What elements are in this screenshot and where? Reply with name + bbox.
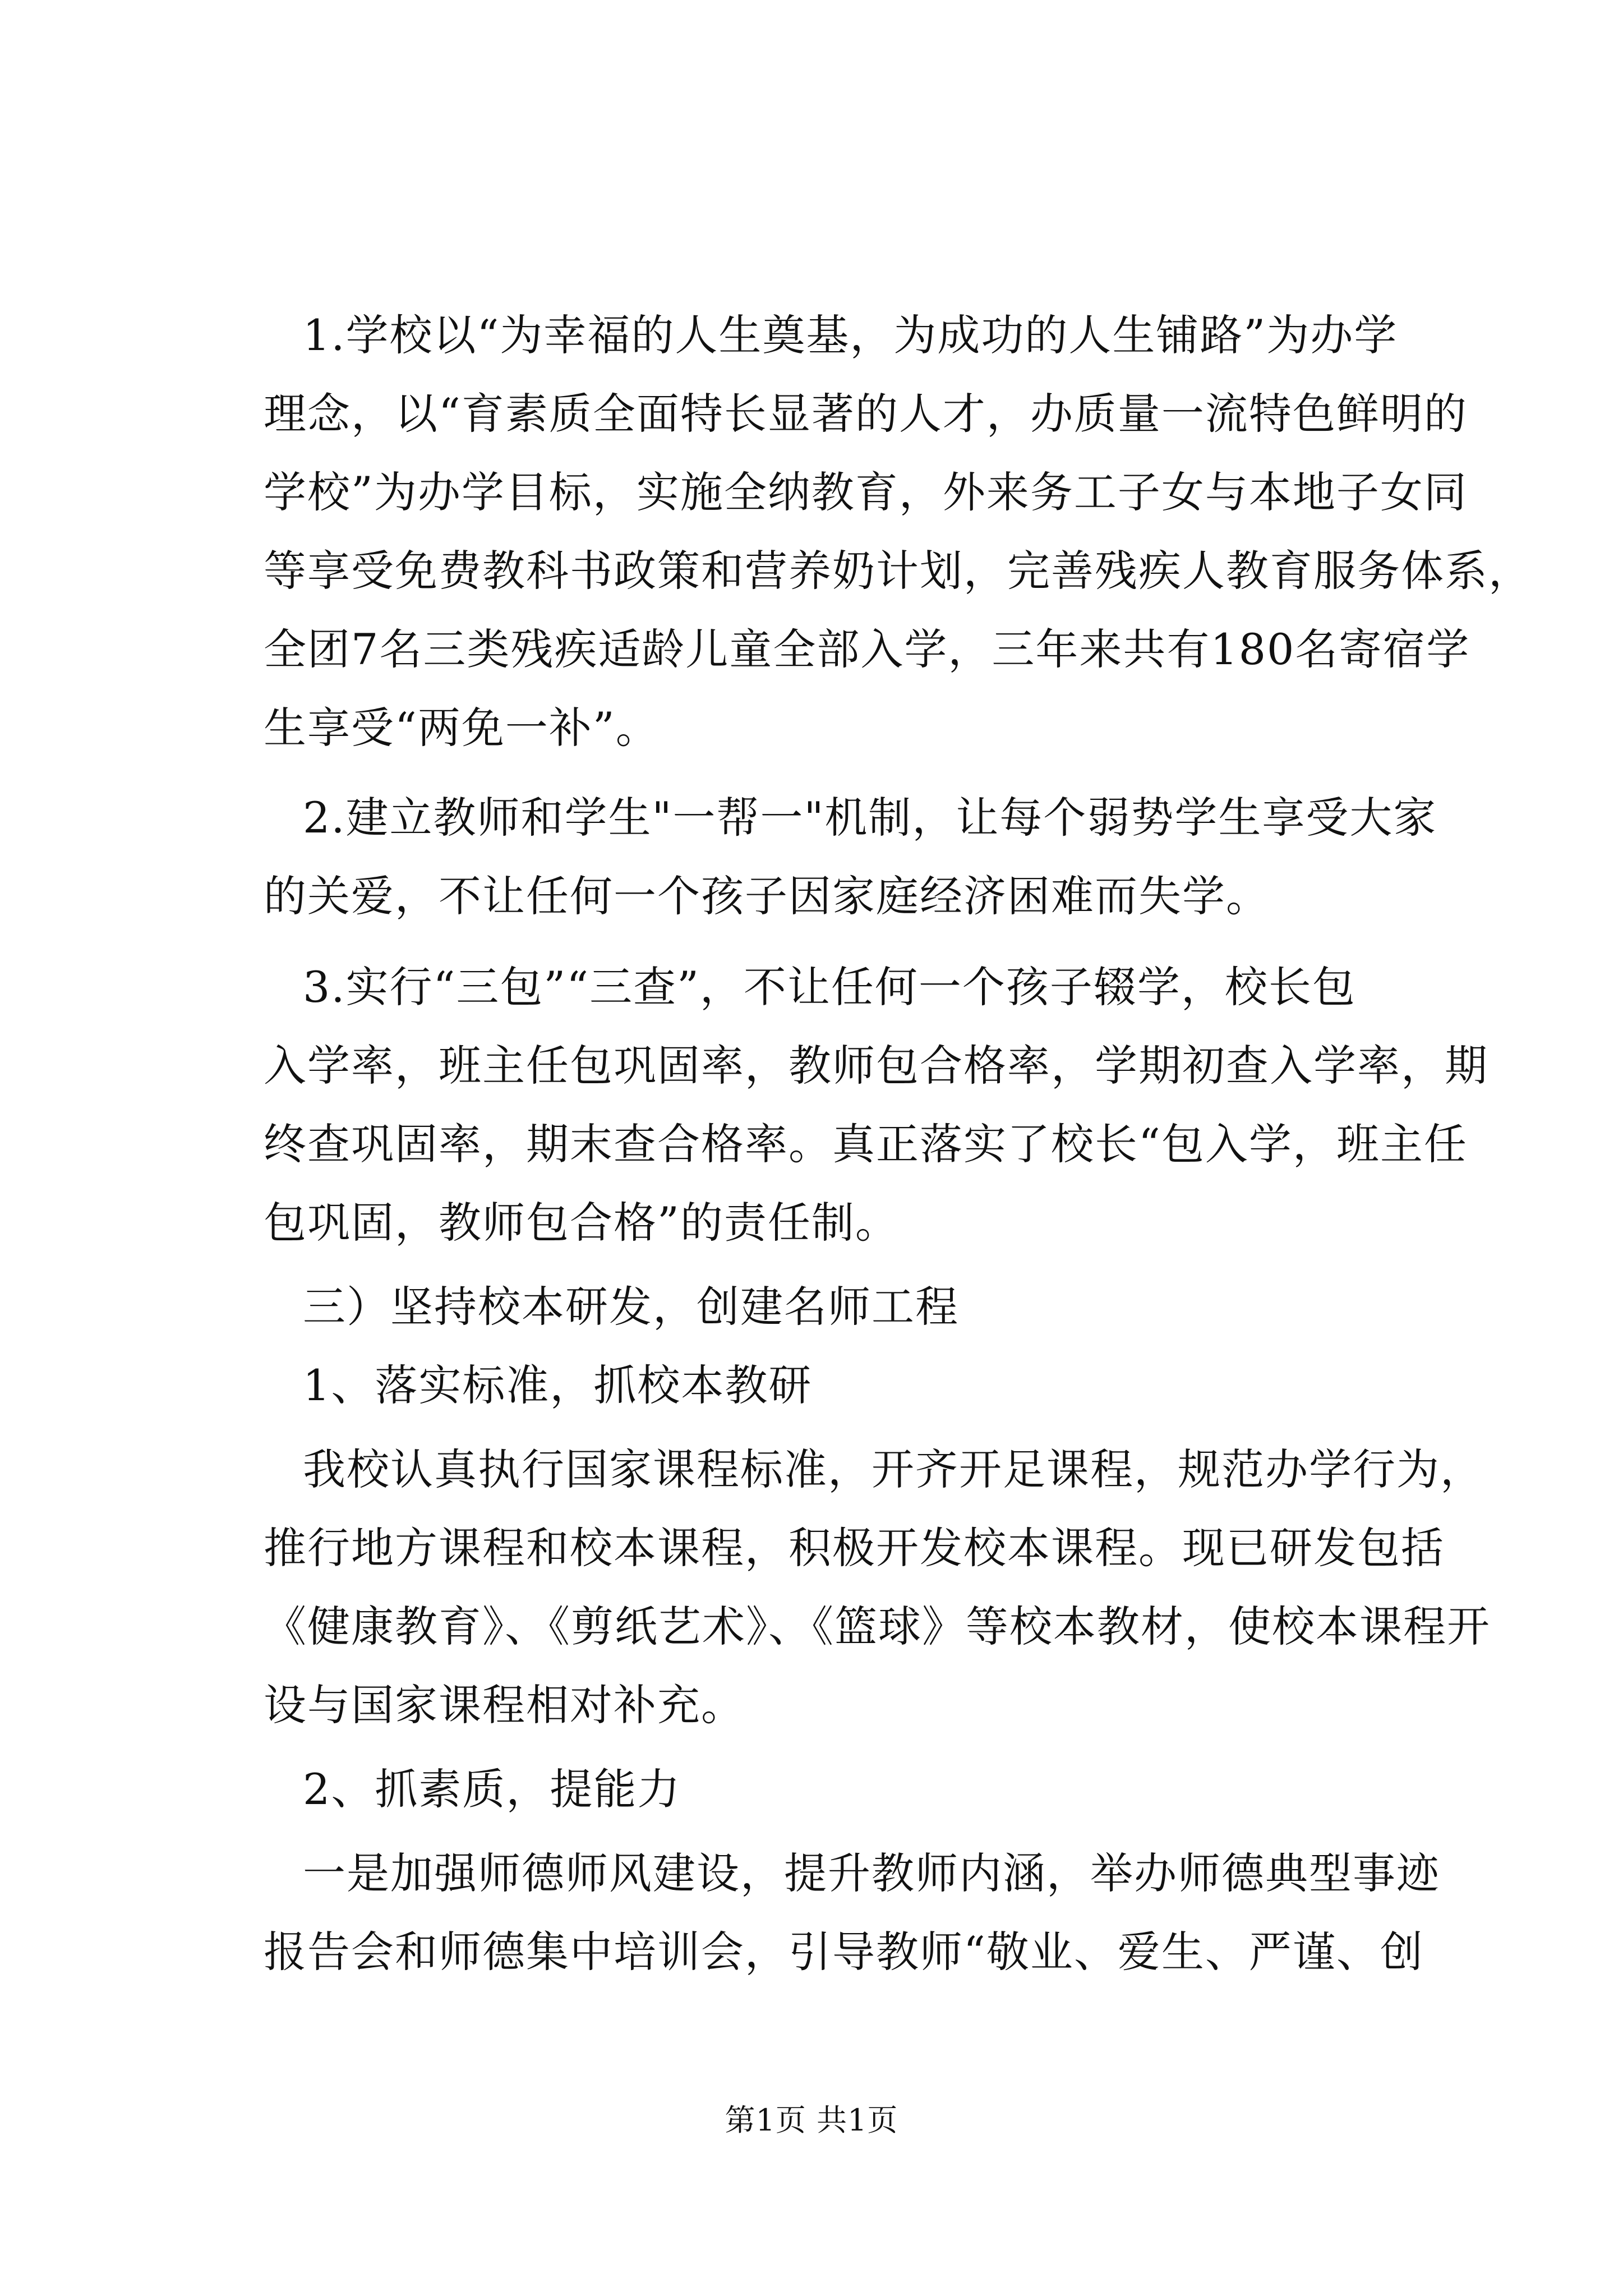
- text-line: 推行地方课程和校本课程，积极开发校本课程。现已研发包括: [264, 1523, 1445, 1573]
- page-number-footer: 第1页 共1页: [725, 2102, 898, 2138]
- text-line: 设与国家课程相对补充。: [264, 1680, 745, 1730]
- text-line: 报告会和师德集中培训会，引导教师“敬业、爱生、严谨、创: [264, 1927, 1424, 1977]
- text-line: 一是加强师德师风建设，提升教师内涵，举办师德典型事迹: [303, 1848, 1440, 1898]
- text-line: 终查巩固率，期末查合格率。真正落实了校长“包入学，班主任: [264, 1119, 1468, 1169]
- subsection-heading: 1、落实标准，抓校本教研: [303, 1360, 813, 1410]
- text-line: 生享受“两免一补”。: [264, 703, 660, 753]
- text-line: 包巩固，教师包合格”的责任制。: [264, 1198, 899, 1248]
- text-line: 3.实行“三包”“三查”，不让任何一个孩子辍学，校长包: [303, 962, 1356, 1012]
- subsection-heading: 2、抓素质，提能力: [303, 1764, 681, 1814]
- text-line: 学校”为办学目标，实施全纳教育，外来务工子女与本地子女同: [264, 467, 1468, 517]
- text-line: 全团7名三类残疾适龄儿童全部入学，三年来共有180名寄宿学: [264, 624, 1470, 674]
- text-line: 2.建立教师和学生"一帮一"机制，让每个弱势学生享受大家: [303, 793, 1437, 843]
- text-line: 我校认真执行国家课程标准，开齐开足课程，规范办学行为，: [303, 1444, 1484, 1494]
- text-line: 入学率，班主任包巩固率，教师包合格率，学期初查入学率，期: [264, 1041, 1488, 1091]
- text-line: 理念，以“育素质全面特长显著的人才，办质量一流特色鲜明的: [264, 389, 1468, 439]
- text-line: 的关爱，不让任何一个孩子因家庭经济困难而失学。: [264, 871, 1270, 921]
- section-heading: 三）坚持校本研发，创建名师工程: [303, 1282, 959, 1332]
- text-line: 1.学校以“为幸福的人生奠基，为成功的人生铺路”为办学: [303, 310, 1398, 360]
- text-line: 《健康教育》、《剪纸艺术》、《篮球》等校本教材，使校本课程开: [264, 1602, 1491, 1651]
- text-line: 等享受免费教科书政策和营养奶计划，完善残疾人教育服务体系，: [264, 546, 1532, 596]
